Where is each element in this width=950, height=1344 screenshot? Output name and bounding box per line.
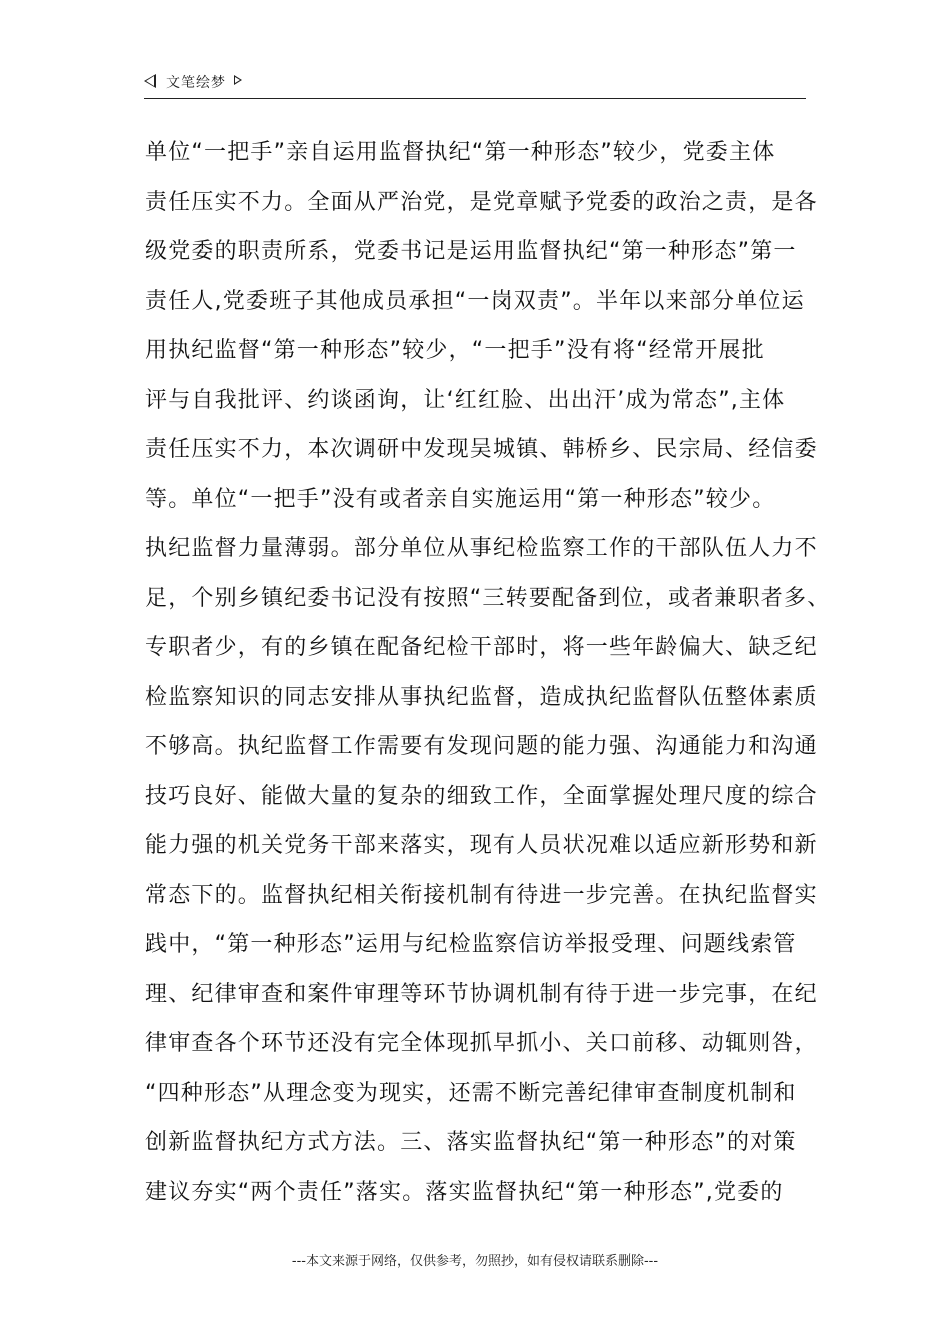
body-line: 等。单位“一把手”没有或者亲自实施运用“第一种形态”较少。	[145, 486, 776, 512]
body-line: 用执纪监督“第一种形态”较少，“一把手”没有将“经常开展批	[145, 338, 765, 363]
body-line: 评与自我批评、约谈函询，让‘红红脸、出出汗’成为常态”,主体	[145, 387, 786, 413]
body-line: 建议夯实“两个责任”落实。落实监督执纪“第一种形态”,党委的	[145, 1179, 784, 1205]
body-line: 能力强的机关党务干部来落实，现有人员状况难以适应新形势和新	[145, 833, 818, 858]
body-line: 专职者少，有的乡镇在配备纪检干部时，将一些年龄偏大、缺乏纪	[145, 635, 818, 660]
footer-disclaimer: ---本文来源于网络，仅供参考，勿照抄，如有侵权请联系删除---	[291, 1254, 659, 1269]
body-line: 检监察知识的同志安排从事执纪监督，造成执纪监督队伍整体素质	[145, 684, 818, 710]
page-header	[144, 70, 806, 99]
body-line: 单位“一把手”亲自运用监督执纪“第一种形态”较少，党委主体	[145, 140, 776, 165]
body-line: 执纪监督力量薄弱。部分单位从事纪检监察工作的干部队伍人力不	[145, 536, 818, 561]
body-line: 不够高。执纪监督工作需要有发现问题的能力强、沟通能力和沟通	[145, 734, 818, 759]
body-line: 律审查各个环节还没有完全体现抓早抓小、关口前移、动辄则咎，	[145, 1031, 818, 1056]
body-line: 技巧良好、能做大量的复杂的细致工作，全面掌握处理尺度的综合	[145, 783, 818, 809]
body-line: 创新监督执纪方式方法。三、落实监督执纪“第一种形态”的对策	[145, 1130, 797, 1155]
body-line: 足，个别乡镇纪委书记没有按照“三转要配备到位，或者兼职者多、	[145, 585, 831, 611]
body-line: 理、纪律审查和案件审理等环节协调机制有待于进一步完事，在纪	[145, 981, 818, 1007]
document-body	[145, 128, 831, 1217]
triangle-right-outline-icon	[234, 75, 242, 85]
body-line: 责任压实不力，本次调研中发现吴城镇、韩桥乡、民宗局、经信委	[145, 437, 818, 462]
body-line: 责任人,党委班子其他成员承担“一岗双责”。半年以来部分单位运	[145, 288, 805, 314]
body-line: “四种形态”从理念变为现实，还需不断完善纪律审查制度机制和	[145, 1080, 797, 1106]
body-line: 责任压实不力。全面从严治党，是党章赋予党委的政治之责，是各	[145, 189, 818, 215]
body-line: 级党委的职责所系，党委书记是运用监督执纪“第一种形态”第一	[145, 239, 797, 264]
header-title: 文笔绘梦	[166, 75, 226, 91]
body-line: 常态下的。监督执纪相关衔接机制有待进一步完善。在执纪监督实	[145, 882, 818, 908]
triangle-left-outline-icon	[144, 74, 156, 88]
body-line: 践中，“第一种形态”运用与纪检监察信访举报受理、问题线索管	[145, 932, 797, 957]
